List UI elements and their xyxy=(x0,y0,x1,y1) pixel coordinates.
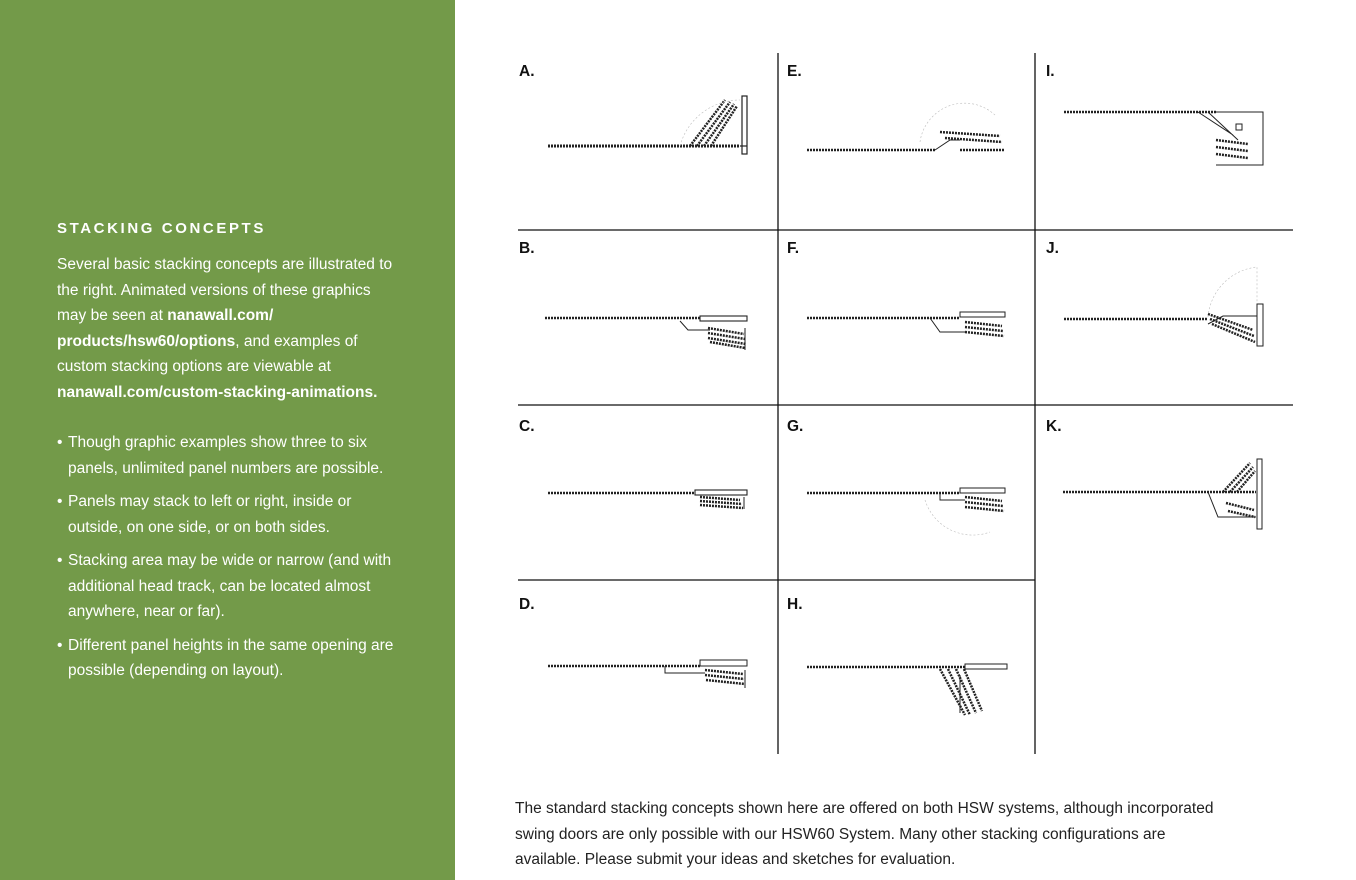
concept-label-b: B. xyxy=(519,240,535,257)
stacking-diagram-d xyxy=(540,652,755,692)
concept-label-c: C. xyxy=(519,418,535,435)
bullet-item: • Different panel heights in the same opening are possible (depending on layout). xyxy=(57,633,402,684)
caption-paragraph: The standard stacking concepts shown here are offered on both HSW systems, although incorporated swing doors are only possible with our HSW60 System. Many other stacking configurations are available. Please submit your ideas and sketches for evaluation. xyxy=(515,800,1214,868)
stacking-diagram-a xyxy=(540,90,755,165)
bullet-item: • Stacking area may be wide or narrow (and with additional head track, can be located almost anywhere, near or far). xyxy=(57,548,402,625)
stacking-diagram-j xyxy=(1058,262,1273,350)
custom-animations-link[interactable]: nanawall.com/custom-stacking-animations. xyxy=(57,383,378,401)
concept-label-k: K. xyxy=(1046,418,1062,435)
stacking-diagram-b xyxy=(540,308,755,353)
concept-label-d: D. xyxy=(519,596,535,613)
options-link[interactable]: nanawall.com/ products/hsw60/options xyxy=(57,307,274,350)
bullet-item: • Though graphic examples show three to six panels, unlimited panel numbers are possible. xyxy=(57,430,402,481)
stacking-diagram-e xyxy=(800,100,1015,165)
stacking-diagram-h xyxy=(800,655,1015,725)
stacking-diagram-g xyxy=(800,480,1015,540)
concept-label-f: F. xyxy=(787,240,800,257)
intro-text-2: , and examples of custom stacking options are viewable at xyxy=(57,332,358,375)
stacking-diagram-c xyxy=(540,482,755,517)
intro-text-1: Several basic stacking concepts are illustrated to the right. Animated versions of these graphics may be seen at xyxy=(57,256,393,324)
stacking-diagram-f xyxy=(800,306,1015,346)
concept-label-j: J. xyxy=(1046,240,1059,257)
concept-label-h: H. xyxy=(787,596,803,613)
bullet-item: • Panels may stack to left or right, inside or outside, on one side, or on both sides. xyxy=(57,489,402,540)
concept-label-e: E. xyxy=(787,63,802,80)
concept-label-g: G. xyxy=(787,418,804,435)
section-title: STACKING CONCEPTS xyxy=(57,220,266,237)
stacking-diagram-k xyxy=(1058,455,1273,535)
stacking-diagram-i xyxy=(1058,100,1273,175)
concept-label-a: A. xyxy=(519,63,535,80)
concept-label-i: I. xyxy=(1046,63,1055,80)
